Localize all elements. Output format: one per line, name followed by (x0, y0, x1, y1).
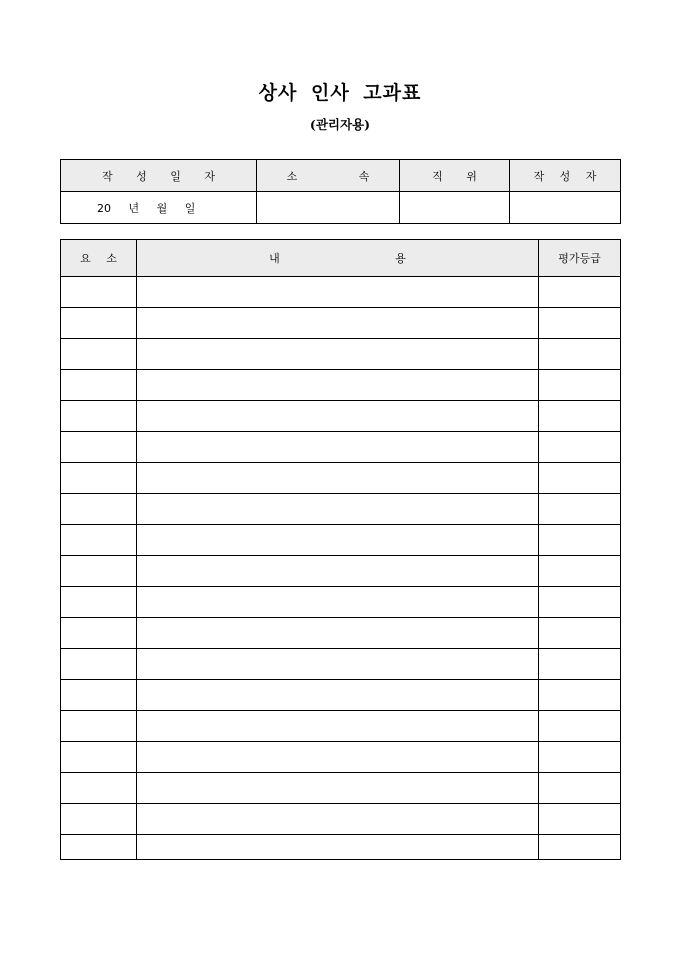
table-row (61, 370, 621, 401)
grade-cell[interactable] (539, 587, 621, 618)
element-cell[interactable] (61, 525, 137, 556)
element-cell[interactable] (61, 432, 137, 463)
content-cell[interactable] (137, 804, 539, 835)
grade-cell[interactable] (539, 463, 621, 494)
table-row (61, 432, 621, 463)
grade-cell[interactable] (539, 618, 621, 649)
table-row (61, 742, 621, 773)
grade-cell[interactable] (539, 525, 621, 556)
element-cell[interactable] (61, 494, 137, 525)
element-cell[interactable] (61, 742, 137, 773)
table-row (61, 680, 621, 711)
grade-cell[interactable] (539, 494, 621, 525)
content-cell[interactable] (137, 587, 539, 618)
content-cell[interactable] (137, 773, 539, 804)
content-cell[interactable] (137, 649, 539, 680)
table-row (61, 277, 621, 308)
grade-cell[interactable] (539, 742, 621, 773)
content-cell[interactable] (137, 711, 539, 742)
element-cell[interactable] (61, 463, 137, 494)
element-cell[interactable] (61, 587, 137, 618)
grade-cell[interactable] (539, 804, 621, 835)
header-position: 직 위 (400, 160, 510, 192)
info-header-row (61, 160, 621, 192)
table-row (61, 494, 621, 525)
header-content: 내 용 (137, 240, 539, 277)
grade-cell[interactable] (539, 370, 621, 401)
position-field[interactable] (400, 192, 510, 224)
department-field[interactable] (257, 192, 400, 224)
date-field[interactable]: 20 년 월 일 (61, 192, 257, 224)
content-cell[interactable] (137, 339, 539, 370)
content-cell[interactable] (137, 742, 539, 773)
form-subtitle: (관리자용) (309, 117, 371, 132)
grade-cell[interactable] (539, 432, 621, 463)
element-cell[interactable] (61, 556, 137, 587)
table-row (61, 649, 621, 680)
form-title: 상사 인사 고과표 (258, 82, 422, 104)
header-date: 작 성 일 자 (61, 160, 257, 192)
element-cell[interactable] (61, 680, 137, 711)
grade-cell[interactable] (539, 680, 621, 711)
header-element: 요 소 (61, 240, 137, 277)
element-cell[interactable] (61, 370, 137, 401)
content-cell[interactable] (137, 401, 539, 432)
element-cell[interactable] (61, 804, 137, 835)
element-cell[interactable] (61, 277, 137, 308)
element-cell[interactable] (61, 339, 137, 370)
content-cell[interactable] (137, 680, 539, 711)
grade-cell[interactable] (539, 556, 621, 587)
element-cell[interactable] (61, 649, 137, 680)
content-cell[interactable] (137, 835, 539, 860)
grade-cell[interactable] (539, 835, 621, 860)
content-cell[interactable] (137, 556, 539, 587)
content-cell[interactable] (137, 370, 539, 401)
content-cell[interactable] (137, 525, 539, 556)
content-cell[interactable] (137, 618, 539, 649)
grade-cell[interactable] (539, 649, 621, 680)
author-field[interactable] (510, 192, 621, 224)
info-value-row (61, 192, 621, 224)
eval-header-row (61, 240, 621, 277)
evaluation-rows (61, 277, 621, 860)
grade-cell[interactable] (539, 711, 621, 742)
table-row (61, 525, 621, 556)
table-row (61, 401, 621, 432)
header-author: 작 성 자 (510, 160, 621, 192)
table-row (61, 835, 621, 860)
element-cell[interactable] (61, 711, 137, 742)
grade-cell[interactable] (539, 339, 621, 370)
table-row (61, 618, 621, 649)
content-cell[interactable] (137, 432, 539, 463)
element-cell[interactable] (61, 308, 137, 339)
element-cell[interactable] (61, 773, 137, 804)
evaluation-table (60, 239, 621, 860)
grade-cell[interactable] (539, 277, 621, 308)
table-row (61, 804, 621, 835)
table-row (61, 773, 621, 804)
header-department: 소 속 (257, 160, 400, 192)
element-cell[interactable] (61, 401, 137, 432)
grade-cell[interactable] (539, 401, 621, 432)
table-row (61, 339, 621, 370)
element-cell[interactable] (61, 835, 137, 860)
header-grade: 평가등급 (539, 240, 621, 277)
table-row (61, 308, 621, 339)
grade-cell[interactable] (539, 308, 621, 339)
table-row (61, 587, 621, 618)
content-cell[interactable] (137, 277, 539, 308)
content-cell[interactable] (137, 308, 539, 339)
grade-cell[interactable] (539, 773, 621, 804)
table-row (61, 711, 621, 742)
content-cell[interactable] (137, 494, 539, 525)
table-row (61, 556, 621, 587)
element-cell[interactable] (61, 618, 137, 649)
content-cell[interactable] (137, 463, 539, 494)
info-table (60, 159, 621, 224)
table-row (61, 463, 621, 494)
